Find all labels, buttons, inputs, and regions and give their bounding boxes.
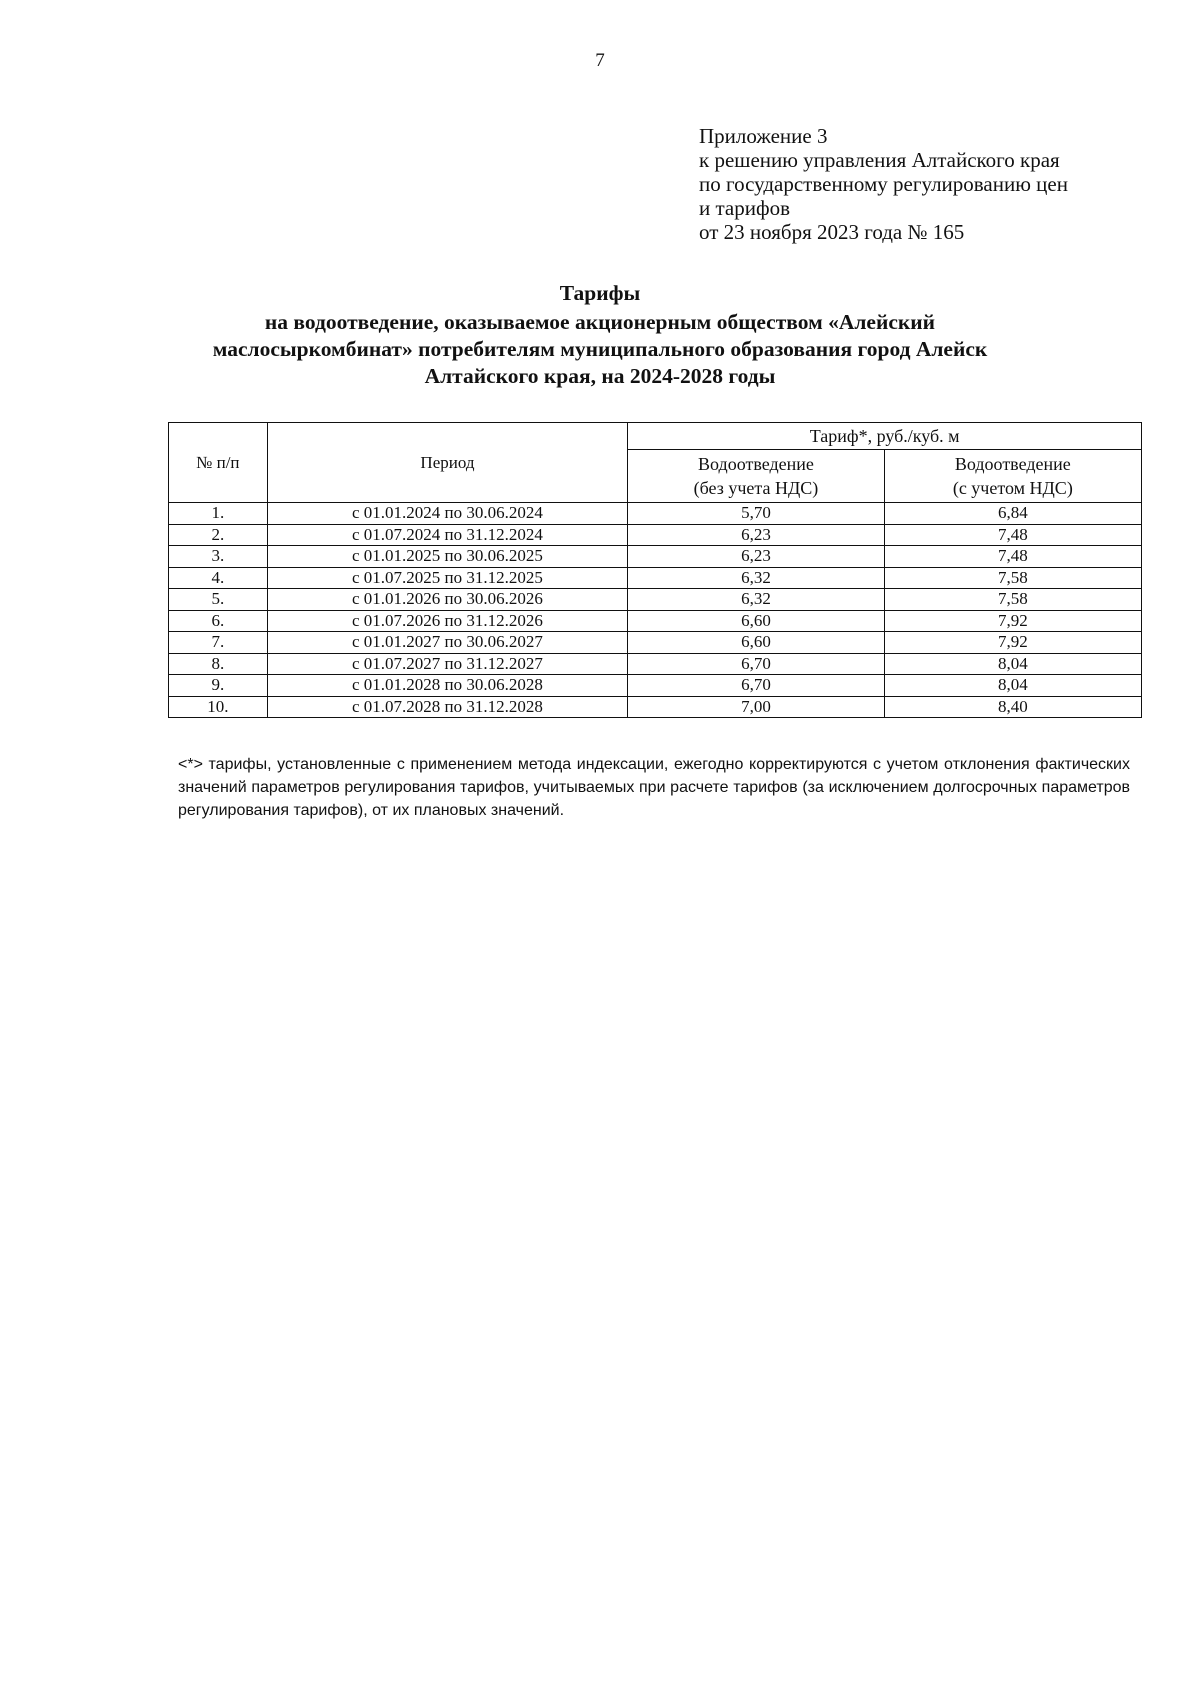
header-with-vat bbox=[884, 450, 1141, 503]
row-tariff-with-vat: 7,58 bbox=[884, 567, 1141, 589]
row-period: с 01.01.2026 по 30.06.2026 bbox=[267, 589, 628, 611]
table-row bbox=[169, 675, 1142, 697]
header-tariff: Тариф*, руб./куб. м bbox=[628, 423, 1142, 450]
appendix-line: к решению управления Алтайского края bbox=[699, 148, 1060, 172]
row-period: с 01.07.2025 по 31.12.2025 bbox=[267, 567, 628, 589]
row-num: 7. bbox=[169, 632, 268, 654]
appendix-block bbox=[699, 124, 1068, 244]
table-row bbox=[169, 503, 1142, 525]
table-row bbox=[169, 653, 1142, 675]
row-tariff-without-vat: 6,23 bbox=[628, 524, 884, 546]
row-num: 1. bbox=[169, 503, 268, 525]
row-tariff-with-vat: 6,84 bbox=[884, 503, 1141, 525]
row-tariff-with-vat: 8,40 bbox=[884, 696, 1141, 718]
row-period: с 01.07.2024 по 31.12.2024 bbox=[267, 524, 628, 546]
row-tariff-without-vat: 6,60 bbox=[628, 610, 884, 632]
row-tariff-without-vat: 6,70 bbox=[628, 653, 884, 675]
appendix-line: и тарифов bbox=[699, 196, 791, 220]
row-period: с 01.01.2028 по 30.06.2028 bbox=[267, 675, 628, 697]
page-number: 7 bbox=[595, 50, 605, 71]
row-tariff-with-vat: 7,92 bbox=[884, 610, 1141, 632]
row-tariff-without-vat: 5,70 bbox=[628, 503, 884, 525]
table-row bbox=[169, 610, 1142, 632]
row-tariff-without-vat: 6,60 bbox=[628, 632, 884, 654]
row-tariff-with-vat: 8,04 bbox=[884, 653, 1141, 675]
header-num: № п/п bbox=[169, 423, 268, 503]
row-period: с 01.07.2026 по 31.12.2026 bbox=[267, 610, 628, 632]
row-num: 5. bbox=[169, 589, 268, 611]
table-row bbox=[169, 567, 1142, 589]
row-period: с 01.07.2027 по 31.12.2027 bbox=[267, 653, 628, 675]
table-row bbox=[169, 589, 1142, 611]
row-num: 9. bbox=[169, 675, 268, 697]
row-tariff-with-vat: 7,48 bbox=[884, 524, 1141, 546]
appendix-line: от 23 ноября 2023 года № 165 bbox=[699, 220, 965, 244]
row-num: 4. bbox=[169, 567, 268, 589]
title-line: маслосыркомбинат» потребителям муниципального образования город Алейск bbox=[212, 337, 988, 361]
table-row bbox=[169, 524, 1142, 546]
appendix-line: Приложение 3 bbox=[699, 124, 828, 148]
footnote: <*> тарифы, установленные с применением метода индексации, ежегодно корректируются с учетом отклонения фактических значений параметров регулирования тарифов, учитываемых при расчете тарифов (за исключением долгосрочных параметров регулирования тарифов), от их плановых значений. bbox=[178, 756, 1130, 819]
header-with-vat-line1: Водоотведение bbox=[954, 454, 1071, 474]
row-tariff-with-vat: 7,92 bbox=[884, 632, 1141, 654]
row-period: с 01.01.2024 по 30.06.2024 bbox=[267, 503, 628, 525]
title-main: Тарифы bbox=[559, 281, 641, 305]
row-num: 8. bbox=[169, 653, 268, 675]
row-tariff-without-vat: 6,32 bbox=[628, 567, 884, 589]
row-num: 2. bbox=[169, 524, 268, 546]
row-num: 3. bbox=[169, 546, 268, 568]
row-period: с 01.07.2028 по 31.12.2028 bbox=[267, 696, 628, 718]
header-period: Период bbox=[267, 423, 628, 503]
row-tariff-without-vat: 6,32 bbox=[628, 589, 884, 611]
header-without-vat-line2: (без учета НДС) bbox=[693, 478, 819, 498]
document-title bbox=[150, 280, 1050, 390]
title-line: на водоотведение, оказываемое акционерным обществом «Алейский bbox=[264, 310, 936, 334]
header-without-vat bbox=[628, 450, 884, 503]
row-num: 10. bbox=[169, 696, 268, 718]
row-period: с 01.01.2027 по 30.06.2027 bbox=[267, 632, 628, 654]
row-tariff-with-vat: 8,04 bbox=[884, 675, 1141, 697]
tariff-table bbox=[168, 422, 1142, 718]
row-tariff-without-vat: 6,23 bbox=[628, 546, 884, 568]
row-period: с 01.01.2025 по 30.06.2025 bbox=[267, 546, 628, 568]
header-with-vat-line2: (с учетом НДС) bbox=[952, 478, 1073, 498]
row-tariff-with-vat: 7,48 bbox=[884, 546, 1141, 568]
table-row bbox=[169, 546, 1142, 568]
row-tariff-without-vat: 6,70 bbox=[628, 675, 884, 697]
table-row bbox=[169, 632, 1142, 654]
row-tariff-with-vat: 7,58 bbox=[884, 589, 1141, 611]
header-without-vat-line1: Водоотведение bbox=[698, 454, 814, 474]
appendix-line: по государственному регулированию цен bbox=[699, 172, 1068, 196]
table-row bbox=[169, 696, 1142, 718]
title-line: Алтайского края, на 2024-2028 годы bbox=[424, 364, 776, 388]
row-num: 6. bbox=[169, 610, 268, 632]
row-tariff-without-vat: 7,00 bbox=[628, 696, 884, 718]
